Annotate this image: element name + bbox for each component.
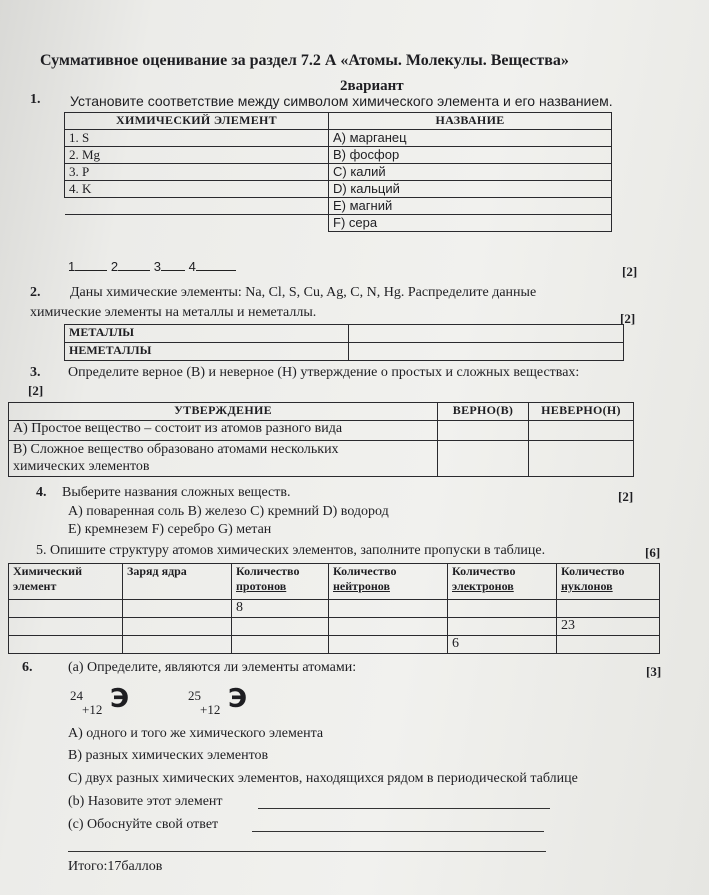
q3-table bbox=[8, 402, 634, 477]
q5-electrons-value: 6 bbox=[448, 636, 557, 654]
q3-text: Определите верное (В) и неверное (Н) утверждение о простых и сложных веществах: bbox=[68, 365, 580, 380]
total-score: Итого:17баллов bbox=[68, 859, 163, 874]
q1-name: D) кальций bbox=[329, 181, 612, 198]
q3-header-statement: УТВЕРЖДЕНИЕ bbox=[9, 403, 438, 421]
q2-metals-answer[interactable] bbox=[349, 325, 624, 343]
q5-points: [6] bbox=[645, 545, 661, 560]
q1-answer-line bbox=[68, 258, 236, 274]
q1-answer-blank[interactable] bbox=[75, 258, 107, 271]
q5-header-element: Химический элемент bbox=[9, 564, 123, 600]
q6-part-b: (b) Назовите этот элемент bbox=[68, 794, 223, 809]
q2-text-line2: химические элементы на металлы и неметаллы. bbox=[30, 305, 317, 320]
q5-cell[interactable] bbox=[9, 600, 123, 618]
q1-answer-label: 3 bbox=[153, 259, 161, 274]
q3-a-true-cell[interactable] bbox=[438, 421, 529, 441]
q6-part-b-answer-line[interactable] bbox=[258, 808, 550, 809]
q5-cell[interactable] bbox=[232, 618, 329, 636]
q1-name: A) марганец bbox=[329, 130, 612, 147]
q3-statement-b-line2: химических элементов bbox=[13, 459, 150, 474]
q1-answer-blank[interactable] bbox=[118, 258, 150, 271]
q1-number: 1. bbox=[30, 92, 41, 107]
q4-number: 4. bbox=[36, 485, 47, 500]
q5-cell[interactable] bbox=[329, 618, 448, 636]
q3-b-false-cell[interactable] bbox=[529, 441, 634, 477]
isotope-2-charge: +12 bbox=[200, 702, 221, 717]
q2-row-nonmetals: НЕМЕТАЛЛЫ bbox=[65, 343, 349, 361]
q3-statement-b bbox=[9, 441, 438, 477]
isotope-1-charge: +12 bbox=[82, 702, 103, 717]
q2-text-line1: Даны химические элементы: Na, Cl, S, Cu, Ag, C, N, Hg. Распределите данные bbox=[70, 285, 537, 300]
q5-header-nucleons: Количество нуклонов bbox=[557, 564, 660, 600]
q3-number: 3. bbox=[30, 365, 41, 380]
q1-element: 1. S bbox=[65, 130, 329, 147]
isotope-1-symbol: Э bbox=[110, 684, 130, 714]
q2-row-metals: МЕТАЛЛЫ bbox=[65, 325, 349, 343]
variant-label: 2вариант bbox=[340, 78, 404, 94]
q3-b-true-cell[interactable] bbox=[438, 441, 529, 477]
q1-answer-label: 1 bbox=[68, 259, 76, 274]
isotope-2-symbol: Э bbox=[228, 684, 248, 714]
q6-part-c-answer-line[interactable] bbox=[252, 831, 544, 832]
q1-answer-label: 4 bbox=[188, 259, 196, 274]
q3-points: [2] bbox=[28, 383, 44, 398]
q5-nucleons-value: 23 bbox=[557, 618, 660, 636]
q3-statement-b-line1: B) Сложное вещество образовано атомами нескольких bbox=[13, 442, 339, 457]
q4-points: [2] bbox=[618, 489, 634, 504]
q2-table bbox=[64, 324, 624, 361]
q1-table bbox=[64, 112, 612, 232]
q1-header-element: ХИМИЧЕСКИЙ ЭЛЕМЕНТ bbox=[65, 113, 329, 130]
q1-points: [2] bbox=[622, 264, 638, 279]
q3-a-false-cell[interactable] bbox=[529, 421, 634, 441]
q1-element: 2. Mg bbox=[65, 147, 329, 164]
q5-cell[interactable] bbox=[557, 600, 660, 618]
q1-element-empty bbox=[65, 215, 329, 232]
q6-part-c-answer-line-2[interactable] bbox=[68, 851, 546, 852]
q5-cell[interactable] bbox=[448, 618, 557, 636]
q4-options-line1: A) поваренная соль B) железо C) кремний D) водород bbox=[68, 504, 389, 519]
q6-option-a: A) одного и того же химического элемента bbox=[68, 726, 324, 741]
q5-cell[interactable] bbox=[232, 636, 329, 654]
q2-points: [2] bbox=[620, 311, 636, 326]
q1-answer-blank[interactable] bbox=[161, 258, 185, 271]
q6-text: (а) Определите, являются ли элементы атомами: bbox=[68, 660, 357, 675]
q6-part-c: (c) Обоснуйте свой ответ bbox=[68, 817, 219, 832]
q1-answer-label: 2 bbox=[110, 259, 119, 274]
q1-name: C) калий bbox=[329, 164, 612, 181]
q1-element: 4. K bbox=[65, 181, 329, 198]
q3-header-true: ВЕРНО(В) bbox=[438, 403, 529, 421]
q5-cell[interactable] bbox=[329, 600, 448, 618]
q5-header-charge: Заряд ядра bbox=[123, 564, 232, 600]
q4-text: Выберите названия сложных веществ. bbox=[62, 485, 291, 500]
q6-option-b: B) разных химических элементов bbox=[68, 748, 269, 763]
q5-protons-value: 8 bbox=[232, 600, 329, 618]
q1-name: B) фосфор bbox=[329, 147, 612, 164]
q5-cell[interactable] bbox=[329, 636, 448, 654]
q3-statement-a: A) Простое вещество – состоит из атомов разного вида bbox=[9, 421, 438, 441]
q5-cell[interactable] bbox=[557, 636, 660, 654]
q1-element: 3. P bbox=[65, 164, 329, 181]
q1-header-name: НАЗВАНИЕ bbox=[329, 113, 612, 130]
q2-number: 2. bbox=[30, 285, 41, 300]
q5-cell[interactable] bbox=[123, 636, 232, 654]
q5-cell[interactable] bbox=[123, 618, 232, 636]
q5-cell[interactable] bbox=[9, 636, 123, 654]
q6-option-c: C) двух разных химических элементов, находящихся рядом в периодической таблице bbox=[68, 771, 578, 786]
q6-points: [3] bbox=[646, 664, 662, 679]
q3-header-false: НЕВЕРНО(Н) bbox=[529, 403, 634, 421]
q1-text: Установите соответствие между символом химического элемента и его названием. bbox=[70, 93, 613, 109]
q4-options-line2: E) кремнезем F) серебро G) метан bbox=[68, 522, 272, 537]
q1-name: F) сера bbox=[329, 215, 612, 232]
q5-text: 5. Опишите структуру атомов химических элементов, заполните пропуски в таблице. bbox=[36, 543, 546, 558]
q1-element-empty bbox=[65, 198, 329, 215]
q5-header-neutrons: Количество нейтронов bbox=[329, 564, 448, 600]
q5-cell[interactable] bbox=[9, 618, 123, 636]
isotope-1-mass: 24 bbox=[70, 688, 83, 703]
q5-header-protons: Количество протонов bbox=[232, 564, 329, 600]
page-title: Суммативное оценивание за раздел 7.2 А «Атомы. Молекулы. Вещества» bbox=[40, 52, 569, 69]
q2-nonmetals-answer[interactable] bbox=[349, 343, 624, 361]
q6-number: 6. bbox=[22, 660, 33, 675]
q5-table bbox=[8, 563, 660, 654]
q5-cell[interactable] bbox=[123, 600, 232, 618]
q5-cell[interactable] bbox=[448, 600, 557, 618]
q5-header-electrons: Количество электронов bbox=[448, 564, 557, 600]
isotope-2-mass: 25 bbox=[188, 688, 201, 703]
q1-answer-blank[interactable] bbox=[196, 258, 236, 271]
q1-name: E) магний bbox=[329, 198, 612, 215]
